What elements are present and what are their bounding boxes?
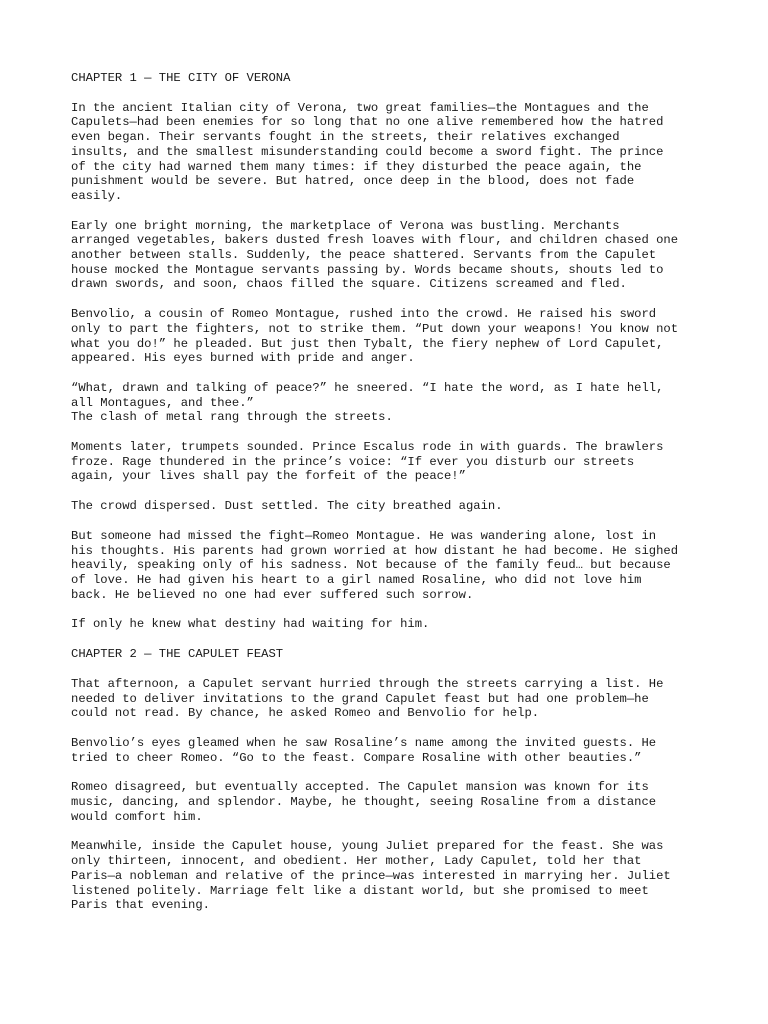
chapter-2-paragraph-4: Meanwhile, inside the Capulet house, young Juliet prepared for the feast. She was only thirteen, innocent, and obedient. Her mother, Lady Capulet, told her that Paris—a nobleman and relative of the prince—was interested in marrying her. Juliet listened politely. Marriage felt like a distant world, but she promised to meet Paris that evening.	[71, 839, 671, 913]
document-page	[71, 71, 711, 913]
chapter-1-paragraph-4: “What, drawn and talking of peace?” he sneered. “I hate the word, as I hate hell, all Montagues, and thee.” The clash of metal rang through the streets.	[71, 380, 664, 425]
chapter-1-paragraph-6: The crowd dispersed. Dust settled. The city breathed again.	[71, 499, 503, 514]
chapter-1-paragraph-8: If only he knew what destiny had waiting for him.	[71, 617, 430, 632]
chapter-1-heading: CHAPTER 1 — THE CITY OF VERONA	[71, 71, 291, 85]
chapter-2-paragraph-2: Benvolio’s eyes gleamed when he saw Rosaline’s name among the invited guests. He tried to cheer Romeo. “Go to the feast. Compare Rosaline with other beauties.”	[71, 735, 657, 765]
chapter-1-paragraph-7: But someone had missed the fight—Romeo Montague. He was wandering alone, lost in his thoughts. His parents had grown worried at how distant he had become. He sighed heavily, speaking only of his sadness. Not because of the family feud… but because of love. He had given his heart to a girl named Rosaline, who did not love him back. He believed no one had ever suffered such sorrow.	[71, 528, 679, 602]
chapter-2-paragraph-3: Romeo disagreed, but eventually accepted. The Capulet mansion was known for its music, dancing, and splendor. Maybe, he thought, seeing Rosaline from a distance would comfort him.	[71, 780, 657, 824]
chapter-1-paragraph-5: Moments later, trumpets sounded. Prince Escalus rode in with guards. The brawlers froze. Rage thundered in the prince’s voice: “If ever you disturb our streets again, your lives shall pay the forfeit of the peace!”	[71, 440, 664, 484]
chapter-2-paragraph-1: That afternoon, a Capulet servant hurried through the streets carrying a list. He needed to deliver invitations to the grand Capulet feast but had one problem—he could not read. By chance, he asked Romeo and Benvolio for help.	[71, 676, 664, 721]
chapter-2-heading: CHAPTER 2 — THE CAPULET FEAST	[71, 647, 284, 662]
chapter-1-paragraph-2: Early one bright morning, the marketplace of Verona was bustling. Merchants arranged vegetables, bakers dusted fresh loaves with flour, and children chased one another between stalls. Suddenly, the peace shattered. Servants from the Capulet house mocked the Montague servants passing by. Words became shouts, shouts led to drawn swords, and soon, chaos filled the square. Citizens screamed and fled.	[71, 218, 679, 292]
chapter-1-paragraph-1: In the ancient Italian city of Verona, two great families—the Montagues and the Capulets—had been enemies for so long that no one alive remembered how the hatred even began. Their servants fought in the streets, their relatives exchanged insults, and the smallest misunderstanding could become a sword fight. The prince of the city had warned them many times: if they disturbed the peace again, the punishment would be severe. But hatred, once deep in the blood, does not fade easily.	[71, 100, 664, 203]
chapter-1-paragraph-3: Benvolio, a cousin of Romeo Montague, rushed into the crowd. He raised his sword only to part the fighters, not to strike them. “Put down your weapons! You know not what you do!” he pleaded. But just then Tybalt, the fiery nephew of Lord Capulet, appeared. His eyes burned with pride and anger.	[71, 307, 679, 366]
